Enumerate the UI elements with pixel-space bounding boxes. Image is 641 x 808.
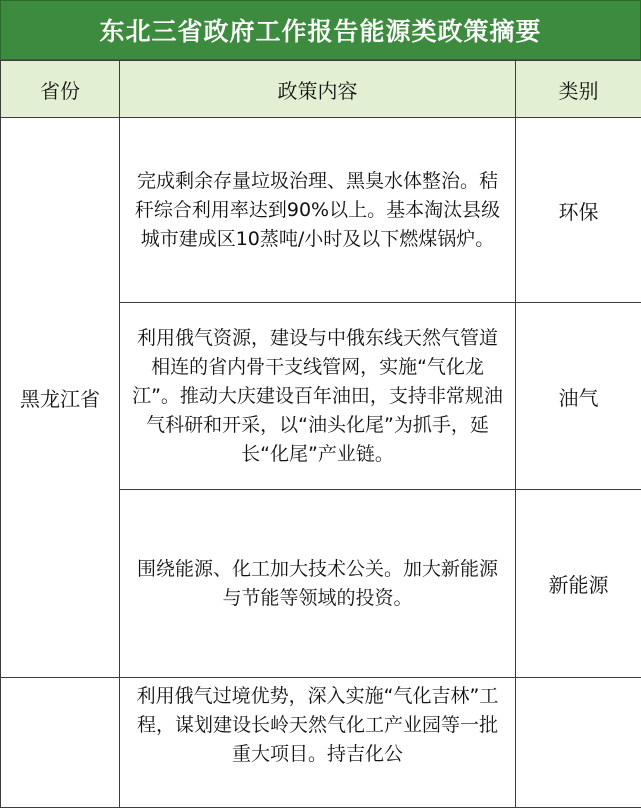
- province-cell: 黑龙江省: [1, 118, 120, 678]
- header-province: 省份: [1, 61, 120, 118]
- category-cell: [516, 678, 641, 808]
- policy-content-cell: 围绕能源、化工加大技术公关。加大新能源与节能等领域的投资。: [120, 490, 516, 678]
- header-content: 政策内容: [120, 61, 516, 118]
- table-row: [1, 678, 641, 808]
- policy-content-cell: 完成剩余存量垃圾治理、黑臭水体整治。秸秆综合利用率达到90%以上。基本淘汰县级城市建成区10蒸吨/小时及以下燃煤锅炉。: [120, 118, 516, 303]
- header-category: 类别: [516, 61, 641, 118]
- policy-table: [0, 60, 641, 808]
- category-cell: 环保: [516, 118, 641, 303]
- header-row: [1, 61, 641, 118]
- policy-content-cell: 利用俄气过境优势，深入实施“气化吉林”工程，谋划建设长岭天然气化工产业园等一批重大项目。持吉化公: [120, 678, 516, 808]
- province-cell: [1, 678, 120, 808]
- page-title: 东北三省政府工作报告能源类政策摘要: [0, 0, 641, 60]
- table-row: [1, 118, 641, 303]
- category-cell: 油气: [516, 303, 641, 490]
- policy-content-cell: 利用俄气资源，建设与中俄东线天然气管道相连的省内骨干支线管网，实施“气化龙江”。推动大庆建设百年油田，支持非常规油气科研和开采，以“油头化尾”为抓手，延长“化尾”产业链。: [120, 303, 516, 490]
- category-cell: 新能源: [516, 490, 641, 678]
